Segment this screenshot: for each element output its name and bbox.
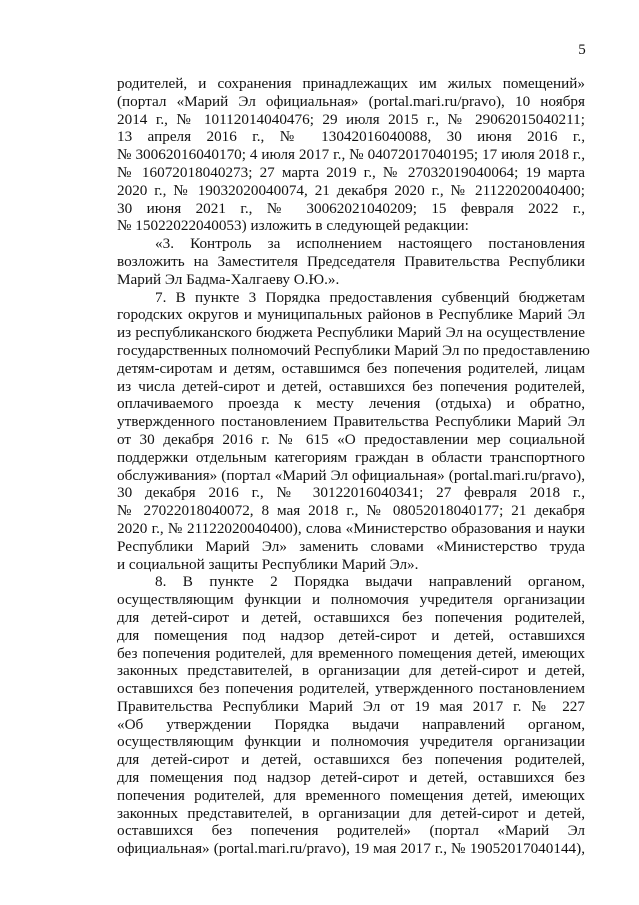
text-line: официальная» (portal.mari.ru/pravo), 19 мая 2017 г., № 19052017040144),: [117, 840, 585, 858]
text-line: «3. Контроль за исполнением настоящего постановления: [155, 235, 585, 253]
text-line: государственных полномочий Республики Марий Эл по предоставлению: [117, 341, 590, 359]
text-line: № 16072018040273; 27 марта 2019 г., № 27032019040064; 19 марта: [117, 163, 585, 181]
text-line: Марий Эл Бадма-Халгаеву О.Ю.».: [117, 270, 340, 288]
text-line: осуществляющим функции и полномочия учредителя организации: [117, 733, 585, 751]
text-line: 8. В пункте 2 Порядка выдачи направлений органом,: [155, 573, 585, 591]
text-line: осуществляющим функции и полномочия учредителя организации: [117, 591, 585, 609]
text-line: для детей-сирот и детей, оставшихся без попечения родителей,: [117, 751, 585, 769]
text-line: 2014 г., № 10112014040476; 29 июля 2015 г., № 29062015040211;: [117, 110, 585, 128]
text-line: от 30 декабря 2016 г. № 615 «О предоставлении мер социальной: [117, 430, 585, 448]
text-line: 13 апреля 2016 г., № 13042016040088, 30 июня 2016 г.,: [117, 128, 585, 146]
text-line: № 15022022040053) изложить в следующей редакции:: [117, 217, 469, 235]
text-line: обслуживания» (портал «Марий Эл официальная» (portal.mari.ru/pravo),: [117, 466, 585, 484]
text-line: «Об утверждении Порядка выдачи направлений органом,: [117, 715, 585, 733]
text-line: 2020 г., № 19032020040074, 21 декабря 2020 г., № 21122020040400;: [117, 181, 585, 199]
text-line: и социальной защиты Республики Марий Эл».: [117, 555, 419, 573]
text-line: городских округов и муниципальных районов в Республике Марий Эл: [117, 306, 585, 324]
text-line: без попечения родителей, для временного помещения детей, имеющих: [117, 644, 585, 662]
text-line: утвержденного постановлением Правительства Республики Марий Эл: [117, 413, 585, 431]
text-line: поддержки отдельным категориям граждан в области транспортного: [117, 448, 585, 466]
text-line: Республики Марий Эл» заменить словами «Министерство труда: [117, 537, 585, 555]
text-line: законных представителей, в организации для детей-сирот и детей,: [117, 662, 585, 680]
text-line: возложить на Заместителя Председателя Правительства Республики: [117, 252, 585, 270]
text-line: № 30062016040170; 4 июля 2017 г., № 04072017040195; 17 июля 2018 г.,: [117, 146, 585, 164]
text-line: из числа детей-сирот и детей, оставшихся без попечения родителей,: [117, 377, 585, 395]
text-line: 30 декабря 2016 г., № 30122016040341; 27 февраля 2018 г.,: [117, 484, 585, 502]
text-line: 30 июня 2021 г., № 30062021040209; 15 февраля 2022 г.,: [117, 199, 585, 217]
text-line: попечения родителей, для временного помещения детей, имеющих: [117, 786, 585, 804]
text-line: для помещения под надзор детей-сирот и детей, оставшихся без: [117, 769, 585, 787]
text-line: оставшихся без попечения родителей» (портал «Марий Эл: [117, 822, 585, 840]
text-line: Правительства Республики Марий Эл от 19 мая 2017 г. № 227: [117, 697, 585, 715]
text-line: детям-сиротам и детям, оставшимся без попечения родителей, лицам: [117, 359, 585, 377]
text-line: родителей, и сохранения принадлежащих им жилых помещений»: [117, 75, 585, 92]
text-line: оплачиваемого проезда к месту лечения (отдыха) и обратно,: [117, 395, 585, 413]
document-body: [117, 75, 590, 858]
text-line: оставшихся без попечения родителей, утвержденного постановлением: [117, 680, 585, 698]
text-line: для детей-сирот и детей, оставшихся без попечения родителей,: [117, 608, 585, 626]
page-number: 5: [578, 42, 586, 58]
text-line: 2020 г., № 21122020040400), слова «Министерство образования и науки: [117, 519, 585, 537]
text-line: законных представителей, в организации для детей-сирот и детей,: [117, 804, 585, 822]
text-line: из республиканского бюджета Республики Марий Эл на осуществление: [117, 324, 585, 342]
text-line: (портал «Марий Эл официальная» (portal.mari.ru/pravo), 10 ноября: [117, 92, 585, 110]
text-line: № 27022018040072, 8 мая 2018 г., № 08052018040177; 21 декабря: [117, 502, 585, 520]
text-line: для помещения под надзор детей-сирот и детей, оставшихся: [117, 626, 585, 644]
text-line: 7. В пункте 3 Порядка предоставления субвенций бюджетам: [155, 288, 585, 306]
